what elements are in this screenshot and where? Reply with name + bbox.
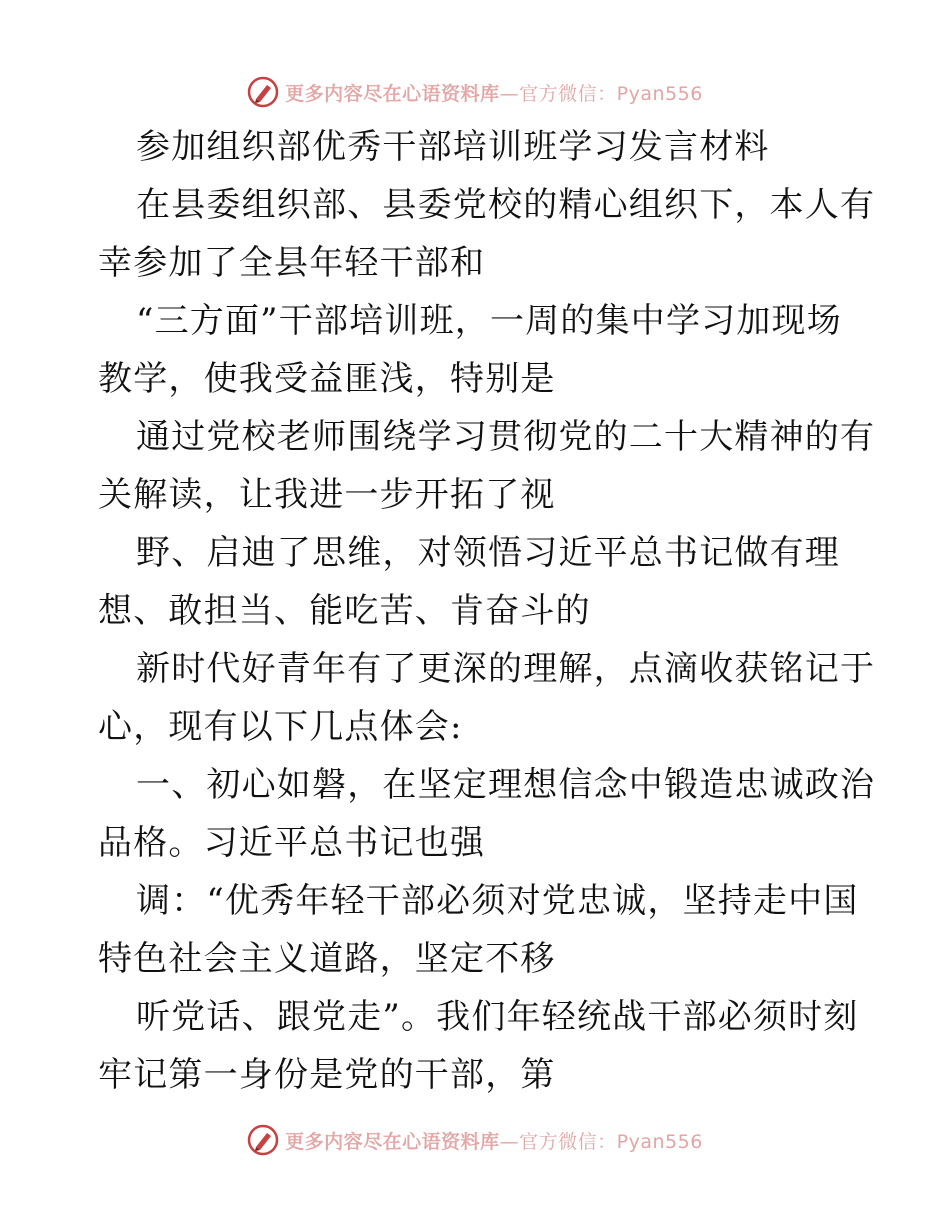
text-line: 通过党校老师围绕学习贯彻党的二十大精神的有 — [136, 417, 876, 457]
header-watermark — [0, 72, 950, 112]
footer-contact-text: —官方微信：Pyan556 — [499, 1130, 703, 1153]
text-line: “三方面”干部培训班，一周的集中学习加现场 — [136, 301, 842, 341]
text-line: 野、启迪了思维，对领悟习近平总书记做有理 — [136, 533, 840, 573]
document-title: 参加组织部优秀干部培训班学习发言材料 — [136, 127, 770, 167]
text-line: 想、敢担当、能吃苦、肯奋斗的 — [98, 591, 591, 631]
footer-brand-text: 更多内容尽在心语资料库 — [285, 1130, 500, 1153]
pen-logo-icon — [247, 76, 279, 108]
section-heading-line: 一、初心如磐，在坚定理想信念中锻造忠诚政治 — [136, 765, 876, 805]
text-line: 教学，使我受益匪浅，特别是 — [98, 359, 556, 399]
header-brand-text: 更多内容尽在心语资料库 — [285, 82, 500, 105]
text-line: 听党话、跟党走”。我们年轻统战干部必须时刻 — [136, 997, 859, 1037]
text-line: 在县委组织部、县委党校的精心组织下，本人有 — [136, 185, 876, 225]
text-line: 调：“优秀年轻干部必须对党忠诚，坚持走中国 — [136, 881, 859, 921]
header-contact-text: —官方微信：Pyan556 — [499, 82, 703, 105]
document-body — [98, 118, 876, 1104]
text-line: 牢记第一身份是党的干部，第 — [98, 1055, 556, 1095]
text-line: 新时代好青年有了更深的理解，点滴收获铭记于 — [136, 649, 876, 689]
text-line: 品格。习近平总书记也强 — [98, 823, 486, 863]
text-line: 特色社会主义道路，坚定不移 — [98, 939, 556, 979]
footer-watermark — [0, 1120, 950, 1160]
pen-logo-icon — [247, 1124, 279, 1156]
text-line: 关解读，让我进一步开拓了视 — [98, 475, 556, 515]
text-line: 幸参加了全县年轻干部和 — [98, 243, 486, 283]
text-line: 心，现有以下几点体会: — [98, 707, 463, 747]
